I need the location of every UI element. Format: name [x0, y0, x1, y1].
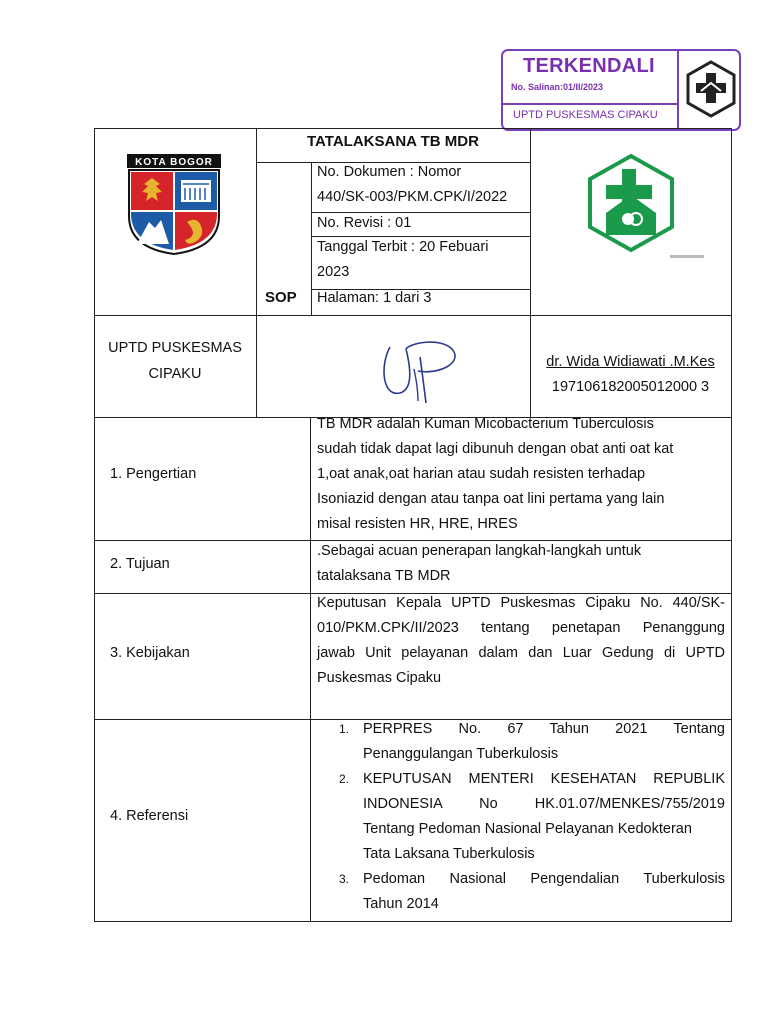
section-label-tujuan: 2. Tujuan: [110, 556, 170, 572]
table-border: [311, 162, 312, 316]
stamp-title: TERKENDALI: [523, 55, 655, 77]
stamp-organization: UPTD PUSKESMAS CIPAKU: [513, 109, 658, 121]
organization-name-line2: CIPAKU: [148, 366, 202, 382]
emblem-label: KOTA BOGOR: [135, 157, 213, 168]
document-number-value: 440/SK-003/PKM.CPK/I/2022: [317, 189, 508, 205]
referensi-line: INDONESIA No HK.01.07/MENKES/755/2019: [363, 796, 725, 812]
kebijakan-line: Puskesmas Cipaku: [317, 670, 442, 686]
puskesmas-icon: [683, 59, 739, 119]
tujuan-line: tatalaksana TB MDR: [317, 568, 451, 584]
table-border: [94, 315, 732, 316]
issue-date-year: 2023: [317, 264, 350, 280]
referensi-line: Penanggulangan Tuberkulosis: [363, 746, 559, 762]
section-label-kebijakan: 3. Kebijakan: [110, 645, 190, 661]
section-label-pengertian: 1. Pengertian: [110, 466, 197, 482]
stamp-divider: [503, 103, 678, 105]
logo-caption-mark: [670, 255, 704, 258]
signer-name: dr. Wida Widiawati .M.Kes: [546, 354, 715, 370]
pengertian-line: Isoniazid dengan atau tanpa oat lini pertama yang lain: [317, 491, 665, 507]
kebijakan-line: Keputusan Kepala UPTD Puskesmas Cipaku No. 440/SK-: [317, 595, 725, 611]
referensi-line: Tata Laksana Tuberkulosis: [363, 846, 535, 862]
revision-number: No. Revisi : 01: [317, 215, 412, 231]
table-border: [256, 128, 257, 418]
document-number-label: No. Dokumen : Nomor: [317, 164, 462, 180]
puskesmas-logo-icon: [586, 153, 676, 253]
kebijakan-line: 010/PKM.CPK/II/2023 tentang penetapan Penanggung: [317, 620, 725, 636]
section-label-referensi: 4. Referensi: [110, 808, 189, 824]
pengertian-line: 1,oat anak,oat harian atau sudah resisten terhadap: [317, 466, 646, 482]
pengertian-line: misal resisten HR, HRE, HRES: [317, 516, 518, 532]
organization-name-line1: UPTD PUSKESMAS: [108, 340, 242, 356]
list-number: 1.: [339, 722, 350, 736]
referensi-line: Tentang Pedoman Nasional Pelayanan Kedokteran: [363, 821, 692, 837]
sop-label: SOP: [265, 289, 297, 306]
list-number: 3.: [339, 872, 350, 886]
kota-bogor-emblem: [125, 152, 223, 256]
table-border: [94, 128, 95, 922]
stamp-divider-vertical: [677, 51, 679, 129]
signer-nip: 197106182005012000 3: [551, 379, 710, 395]
table-border: [94, 921, 732, 922]
signature: [370, 335, 470, 407]
page-number: Halaman: 1 dari 3: [317, 290, 432, 306]
referensi-line: KEPUTUSAN MENTERI KESEHATAN REPUBLIK: [363, 771, 725, 787]
issue-date-label: Tanggal Terbit : 20 Febuari: [317, 239, 489, 255]
document-title: TATALAKSANA TB MDR: [307, 133, 479, 150]
referensi-line: Tahun 2014: [363, 896, 439, 912]
kebijakan-line: jawab Unit pelayanan dalam dan Luar Gedung di UPTD: [317, 645, 725, 661]
list-number: 2.: [339, 772, 350, 786]
stamp-copy-number: No. Salinan:01/II/2023: [511, 82, 604, 92]
kebijakan-content: [317, 591, 725, 691]
table-border: [731, 128, 732, 922]
table-border: [310, 417, 311, 922]
referensi-line: PERPRES No. 67 Tahun 2021 Tentang: [363, 721, 725, 737]
tujuan-content: [317, 539, 717, 589]
tujuan-line: .Sebagai acuan penerapan langkah-langkah untuk: [317, 543, 642, 559]
controlled-stamp: [501, 49, 741, 131]
pengertian-content: [317, 412, 707, 537]
pengertian-line: sudah tidak dapat lagi dibunuh dengan obat anti oat kat: [317, 441, 674, 457]
referensi-line: Pedoman Nasional Pengendalian Tuberkulosis: [363, 871, 725, 887]
pengertian-line: TB MDR adalah Kuman Micobacterium Tuberculosis: [317, 416, 654, 432]
